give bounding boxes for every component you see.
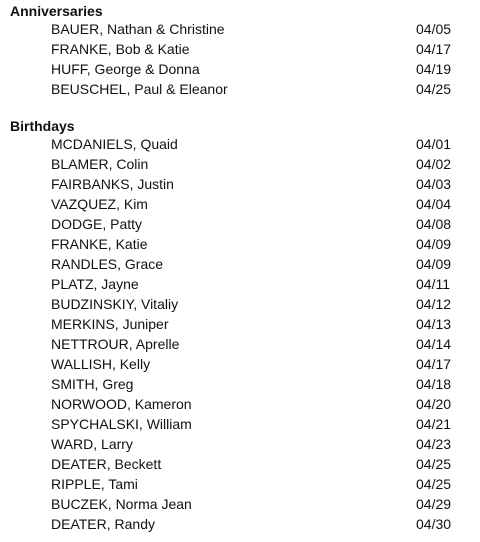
birthday-name: DODGE, Patty [51,216,143,232]
birthday-name: WALLISH, Kelly [51,356,151,372]
anniversary-name: BAUER, Nathan & Christine [51,21,225,37]
birthday-name: MCDANIELS, Quaid [51,136,178,152]
anniversary-row [0,19,480,39]
birthday-name: VAZQUEZ, Kim [51,196,148,212]
anniversary-row [0,79,480,99]
anniversary-name: HUFF, George & Donna [51,61,200,77]
birthday-name: FRANKE, Katie [51,236,148,252]
birthday-date: 04/13 [416,316,452,332]
birthday-row [0,314,480,334]
birthday-date: 04/09 [416,256,452,272]
birthday-date: 04/14 [416,336,452,352]
birthday-date: 04/29 [416,496,452,512]
birthday-name: NETTROUR, Aprelle [51,336,180,352]
birthday-row [0,174,480,194]
birthday-row [0,394,480,414]
birthday-name: SMITH, Greg [51,376,134,392]
birthday-row [0,234,480,254]
birthday-date: 04/02 [416,156,452,172]
birthday-date: 04/08 [416,216,452,232]
birthday-row [0,434,480,454]
birthday-name: RANDLES, Grace [51,256,164,272]
anniversary-date: 04/17 [416,41,452,57]
birthday-row [0,214,480,234]
birthday-date: 04/18 [416,376,452,392]
birthday-row [0,354,480,374]
birthday-row [0,254,480,274]
birthday-row [0,274,480,294]
birthday-date: 04/12 [416,296,452,312]
birthday-date: 04/25 [416,456,452,472]
anniversary-date: 04/05 [416,21,452,37]
birthday-date: 04/17 [416,356,452,372]
anniversary-name: BEUSCHEL, Paul & Eleanor [51,81,228,97]
birthday-name: RIPPLE, Tami [51,476,138,492]
anniversary-date: 04/19 [416,61,452,77]
birthday-date: 04/23 [416,436,452,452]
birthday-name: DEATER, Beckett [51,456,162,472]
birthday-name: NORWOOD, Kameron [51,396,192,412]
birthday-row [0,194,480,214]
birthday-date: 04/11 [416,276,450,292]
birthday-row [0,494,480,514]
anniversary-date: 04/25 [416,81,452,97]
birthday-name: FAIRBANKS, Justin [51,176,174,192]
birthday-name: DEATER, Randy [51,516,155,532]
anniversary-row [0,59,480,79]
birthday-name: WARD, Larry [51,436,133,452]
birthday-row [0,294,480,314]
birthday-name: SPYCHALSKI, William [51,416,192,432]
birthdays-heading: Birthdays [10,118,75,134]
birthday-date: 04/04 [416,196,452,212]
birthday-name: BLAMER, Colin [51,156,149,172]
birthday-row [0,454,480,474]
birthday-date: 04/09 [416,236,452,252]
birthday-date: 04/30 [416,516,452,532]
anniversary-row [0,39,480,59]
birthday-date: 04/01 [416,136,452,152]
birthday-name: BUDZINSKIY, Vitaliy [51,296,179,312]
anniversaries-heading: Anniversaries [10,3,103,19]
birthday-row [0,334,480,354]
birthday-row [0,514,480,534]
birthday-row [0,474,480,494]
birthday-name: MERKINS, Juniper [51,316,169,332]
birthday-row [0,154,480,174]
birthday-row [0,134,480,154]
anniversary-name: FRANKE, Bob & Katie [51,41,190,57]
birthday-date: 04/21 [416,416,452,432]
birthday-date: 04/20 [416,396,452,412]
birthday-row [0,414,480,434]
birthday-row [0,374,480,394]
birthday-name: BUCZEK, Norma Jean [51,496,192,512]
birthday-date: 04/03 [416,176,452,192]
birthday-date: 04/25 [416,476,452,492]
birthday-name: PLATZ, Jayne [51,276,139,292]
